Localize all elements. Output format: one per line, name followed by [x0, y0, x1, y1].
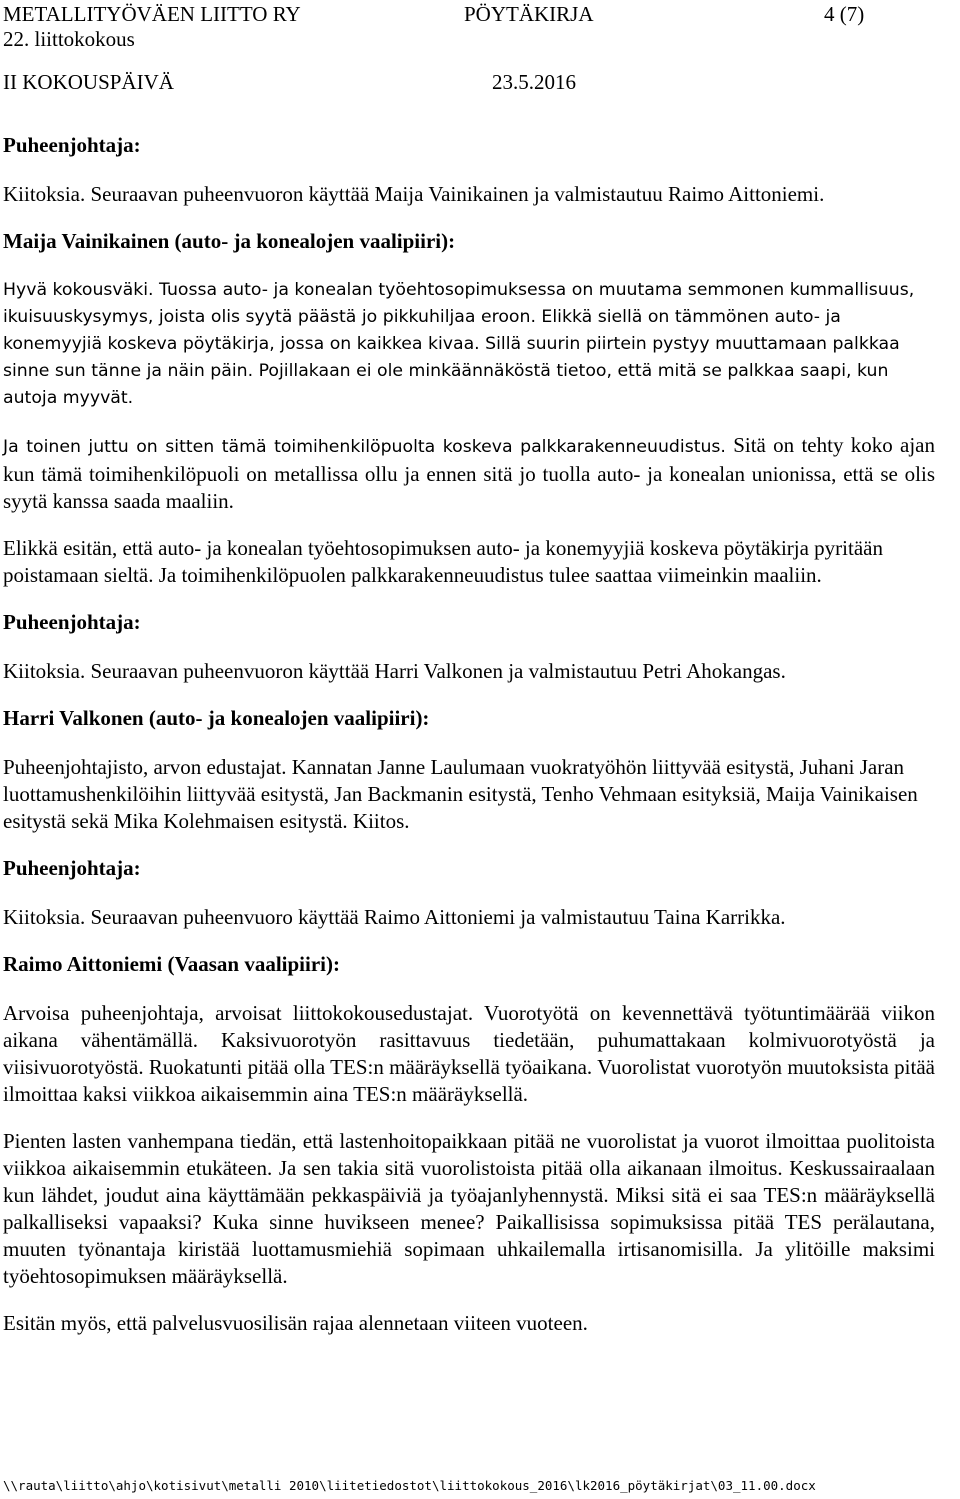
speech-paragraph: Kiitoksia. Seuraavan puheenvuoro käyttää Raimo Aittoniemi ja valmistautuu Taina Karrikka. [3, 905, 786, 929]
meeting-date: 23.5.2016 [492, 70, 576, 94]
header-row-1 [3, 2, 953, 27]
speech-text: Sitä on tehty koko ajan kun tämä toimihenkilöpuoli on metallissa ollu ja ennen sitä jo tuolla auto- ja konealan unionissa, että se olis syytä kanssa saada maaliin. [3, 433, 935, 513]
speech-paragraph: Hyvä kokousväki. Tuossa auto- ja konealan työehtosopimuksessa on muutama semmonen kummallisuus, ikuisuuskysymys, joista olis syytä päästä jo pikkuhiljaa eroon. Elikkä siellä on tämmönen auto- ja konemyyjiä koskeva pöytäkirja, jossa on kaikkea kivaa. Sillä suurin piirtein pystyy muuttamaan palkkaa sinne sun tänne ja näin päin. Pojillakaan ei ole minkäännäköstä tietoo, että mitä se palkkaa saapi, kun autoja myyvät. [3, 280, 915, 408]
document-type: PÖYTÄKIRJA [464, 2, 594, 26]
page-header [3, 2, 953, 95]
file-path-footer: \\rauta\liitto\ahjo\kotisivut\metalli 2010\liitetiedostot\liittokokous_2016\lk2016_pöytäkirjat\03_11.00.docx [3, 1478, 816, 1493]
speech-paragraph: Arvoisa puheenjohtaja, arvoisat liittokokousedustajat. Vuorotyötä on kevennettävä työtuntimäärää viikon aikana vähentämällä. Kaksivuorotyön rasittavuus tiedetään, puhumattakaan kolmivuorotyöstä ja viisivuorotyöstä. Ruokatunti pitää olla TES:n määräyksellä työaikana. Vuorolistat vuorotyön muutoksista pitää ilmoittaa kaksi viikkoa aikaisemmin aina TES:n määräyksellä. [3, 1001, 935, 1106]
speaker-heading: Raimo Aittoniemi (Vaasan vaalipiiri): [3, 952, 340, 976]
header-row-3 [3, 70, 953, 95]
speaker-heading: Maija Vainikainen (auto- ja konealojen vaalipiiri): [3, 229, 456, 253]
header-row-2 [3, 27, 953, 52]
meeting-day: II KOKOUSPÄIVÄ [3, 70, 174, 94]
speaker-heading: Puheenjohtaja: [3, 856, 141, 880]
page-number: 4 (7) [824, 2, 865, 26]
meeting-name: 22. liittokokous [3, 27, 135, 51]
speaker-heading: Harri Valkonen (auto- ja konealojen vaalipiiri): [3, 706, 430, 730]
speech-text: Ja toinen juttu on sitten tämä toimihenkilöpuolta koskeva palkkarakenneuudistus. [3, 437, 726, 457]
speech-paragraph: Puheenjohtajisto, arvon edustajat. Kannatan Janne Laulumaan vuokratyöhön liittyvää esitystä, Juhani Jaran luottamushenkilöihin liittyvää esitystä, Jan Backmanin esitystä, Tenho Vehmaan esityksiä, Maija Vainikaisen esitystä sekä Mika Kolehmaisen esitystä. Kiitos. [3, 755, 918, 833]
speaker-heading: Puheenjohtaja: [3, 133, 141, 157]
speech-paragraph: Elikkä esitän, että auto- ja konealan työehtosopimuksen auto- ja konemyyjiä koskeva pöytäkirja pyritään poistamaan sieltä. Ja toimihenkilöpuolen palkkarakenneuudistus tulee saattaa viimeinkin maaliin. [3, 536, 883, 587]
speech-paragraph [3, 432, 935, 515]
organization-name: METALLITYÖVÄEN LIITTO RY [3, 2, 301, 26]
speaker-heading: Puheenjohtaja: [3, 610, 141, 634]
speech-paragraph: Kiitoksia. Seuraavan puheenvuoron käyttää Maija Vainikainen ja valmistautuu Raimo Aittoniemi. [3, 182, 825, 206]
speech-paragraph: Pienten lasten vanhempana tiedän, että lastenhoitopaikkaan pitää ne vuorolistat ja vuorot ilmoittaa puolitoista viikkoa aikaisemmin etukäteen. Ja sen takia sitä vuorolistoista pitää olla aikanaan ilmoitus. Keskussairaalaan kun lähdet, joudut aina käyttämään pekkaspäiviä ja työajanlyhennystä. Miksi sitä ei saa TES:n määräyksellä palkalliseksi vapaaksi? Kuka sinne huvikseen menee? Paikallisissa sopimuksissa pitää TES perälautana, muuten työnantaja kiristää luottamusmiehiä sopimaan uhkailemalla irtisanomisilla. Ja ylitöille maksimi työehtosopimuksen määräyksellä. [3, 1129, 935, 1288]
speech-paragraph: Kiitoksia. Seuraavan puheenvuoron käyttää Harri Valkonen ja valmistautuu Petri Ahokangas. [3, 659, 786, 683]
minutes-body [3, 132, 935, 1357]
speech-paragraph: Esitän myös, että palvelusvuosilisän rajaa alennetaan viiteen vuoteen. [3, 1311, 588, 1335]
